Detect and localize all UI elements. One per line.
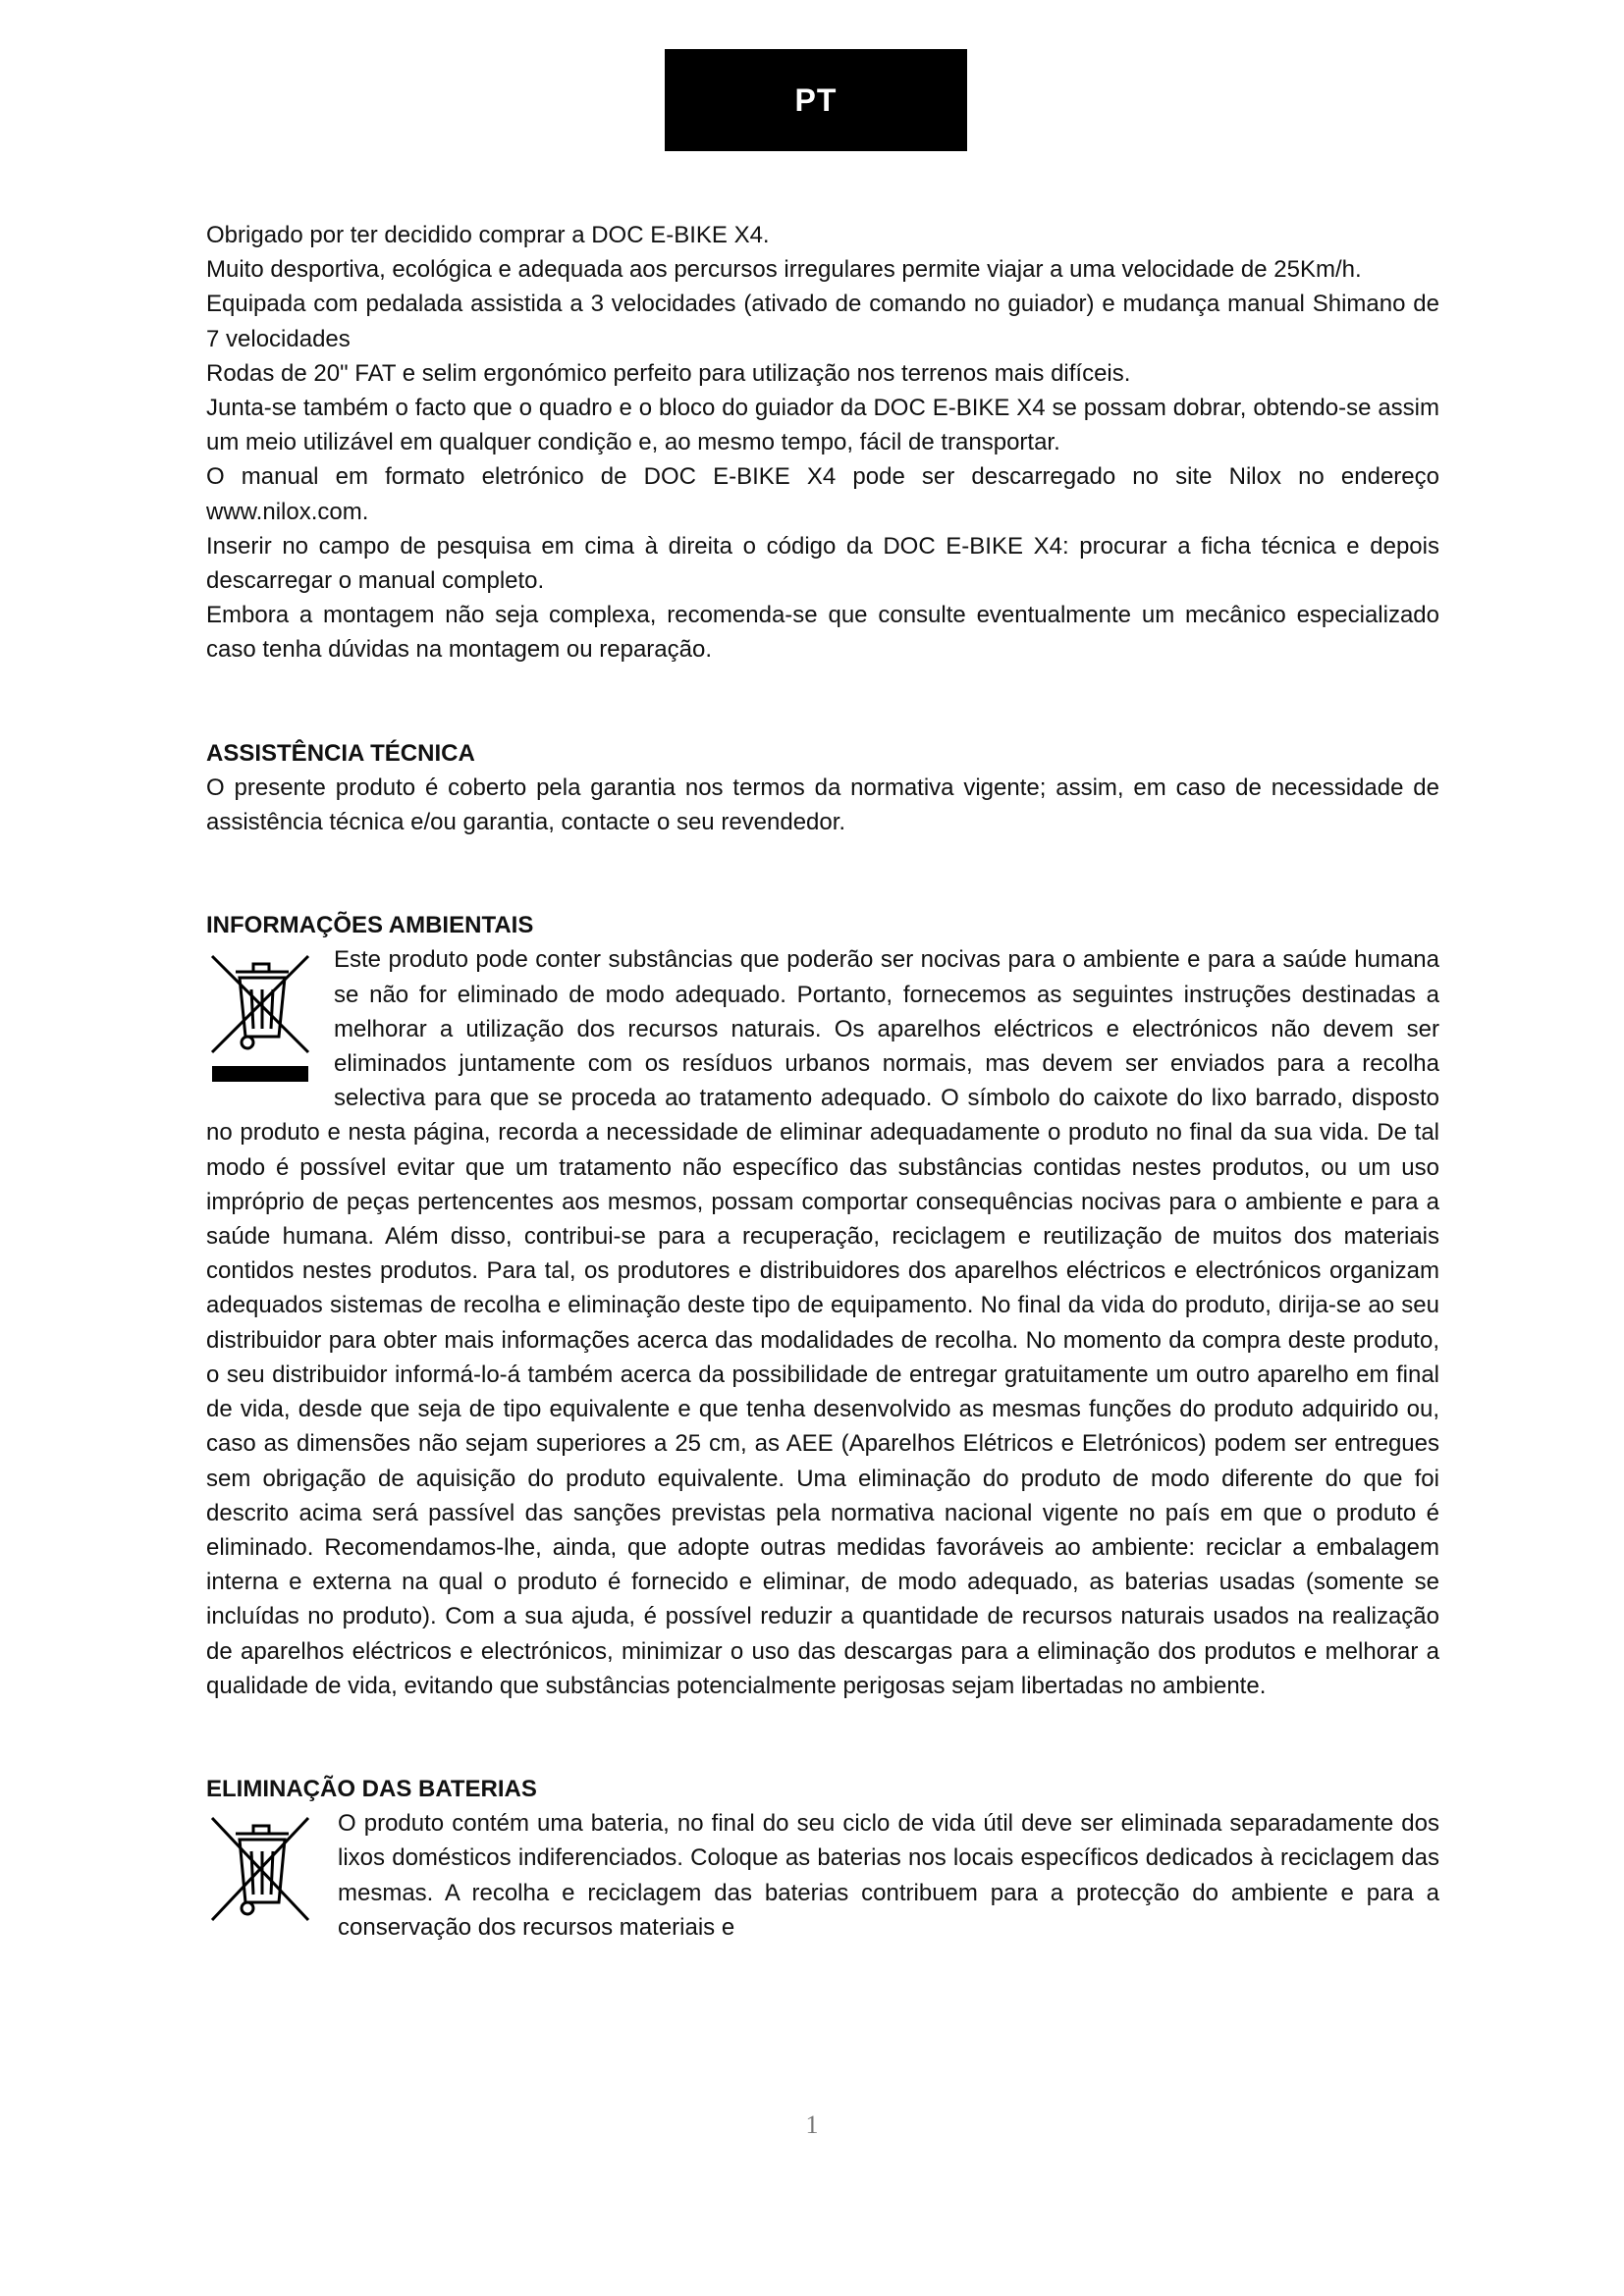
batteries-heading: ELIMINAÇÃO DAS BATERIAS [206, 1775, 537, 1802]
assistance-text: O presente produto é coberto pela garantia nos termos da normativa vigente; assim, em caso de necessidade de assistência técnica e/ou garantia, contacte o seu revendedor. [206, 774, 1439, 836]
batteries-section [206, 1772, 1439, 1945]
environment-section [206, 908, 1439, 1703]
environment-text: Este produto pode conter substâncias que poderão ser nocivas para o ambiente e para a saúde humana se não for eliminado de modo adequado. Portanto, fornecemos as seguintes instruções destinadas a melhorar a utilização dos recursos naturais. Os aparelhos eléctricos e electrónicos não devem ser eliminados juntamente com os resíduos urbanos normais, mas devem ser enviados para a recolha selectiva para que se proceda ao tratamento adequado. O símbolo do caixote do lixo barrado, disposto no produto e nesta página, recorda a necessidade de eliminar adequadamente o produto no final da sua vida. De tal modo é possível evitar que um tratamento não específico das substâncias contidas nestes produtos, ou um uso impróprio de peças pertencentes aos mesmos, possam comportar consequências nocivas para o ambiente e para a saúde humana. Além disso, contribui-se para a recuperação, reciclagem e reutilização de muitos dos materiais contidos nestes produtos. Para tal, os produtores e distribuidores dos aparelhos eléctricos e electrónicos organizam adequados sistemas de recolha e eliminação deste tipo de equipamento. No final da vida do produto, dirija-se ao seu distribuidor para obter mais informações acerca das modalidades de recolha. No momento da compra deste produto, o seu distribuidor informá-lo-á também acerca da possibilidade de entregar gratuitamente um outro aparelho em final de vida, desde que seja de tipo equivalente e que tenha desenvolvido as mesmas funções do produto adquirido ou, caso as dimensões não sejam superiores a 25 cm, as AEE (Aparelhos Elétricos e Eletrónicos) podem ser entregues sem obrigação de aquisição do produto equivalente. Uma eliminação do produto de modo diferente do que foi descrito acima será passível das sanções previstas pela normativa nacional vigente no país em que o produto é eliminado. Recomendamos-lhe, ainda, que adopte outras medidas favoráveis ao ambiente: reciclar a embalagem interna e externa na qual o produto é fornecido e eliminar, de modo adequado, as baterias usadas (somente se incluídas no produto). Com a sua ajuda, é possível reduzir a quantidade de recursos naturais usados na realização de aparelhos eléctricos e electrónicos, minimizar o uso das descargas para a eliminação dos produtos e melhorar a qualidade de vida, evitando que substâncias potencialmente perigosas sejam libertadas no ambiente. [206, 946, 1439, 1699]
document-body [206, 218, 1439, 1945]
crossed-bin-icon [206, 1814, 314, 1932]
environment-heading: INFORMAÇÕES AMBIENTAIS [206, 912, 534, 939]
intro-paragraph: O manual em formato eletrónico de DOC E-BIKE X4 pode ser descarregado no site Nilox no endereço www.nilox.com. [206, 463, 1439, 525]
intro-paragraph: Inserir no campo de pesquisa em cima à direita o código da DOC E-BIKE X4: procurar a ficha técnica e depois descarregar o manual completo. [206, 532, 1439, 595]
assistance-section [206, 736, 1439, 840]
intro-paragraph: Rodas de 20" FAT e selim ergonómico perfeito para utilização nos terrenos mais difíceis. [206, 359, 1131, 387]
intro-paragraph: Equipada com pedalada assistida a 3 velocidades (ativado de comando no guiador) e mudança manual Shimano de 7 velocidades [206, 291, 1439, 352]
crossed-bin-icon [206, 950, 314, 1088]
intro-paragraph: Embora a montagem não seja complexa, recomenda-se que consulte eventualmente um mecânico especializado caso tenha dúvidas na montagem ou reparação. [206, 602, 1439, 664]
intro-section [206, 218, 1439, 667]
intro-paragraph: Muito desportiva, ecológica e adequada aos percursos irregulares permite viajar a uma velocidade de 25Km/h. [206, 256, 1362, 284]
page-number: 1 [805, 2110, 819, 2139]
intro-paragraph: Junta-se também o facto que o quadro e o bloco do guiador da DOC E-BIKE X4 se possam dobrar, obtendo-se assim um meio utilizável em qualquer condição e, ao mesmo tempo, fácil de transportar. [206, 395, 1439, 456]
assistance-heading: ASSISTÊNCIA TÉCNICA [206, 739, 475, 767]
intro-paragraph: Obrigado por ter decidido comprar a DOC E-BIKE X4. [206, 222, 770, 248]
language-badge: PT [665, 49, 967, 151]
batteries-text: O produto contém uma bateria, no final do seu ciclo de vida útil deve ser eliminada separadamente dos lixos domésticos indiferenciados. Coloque as baterias nos locais específicos dedicados à reciclagem das mesmas. A recolha e reciclagem das baterias contribuem para a protecção do ambiente e para a conservação dos recursos materiais e [338, 1810, 1439, 1941]
